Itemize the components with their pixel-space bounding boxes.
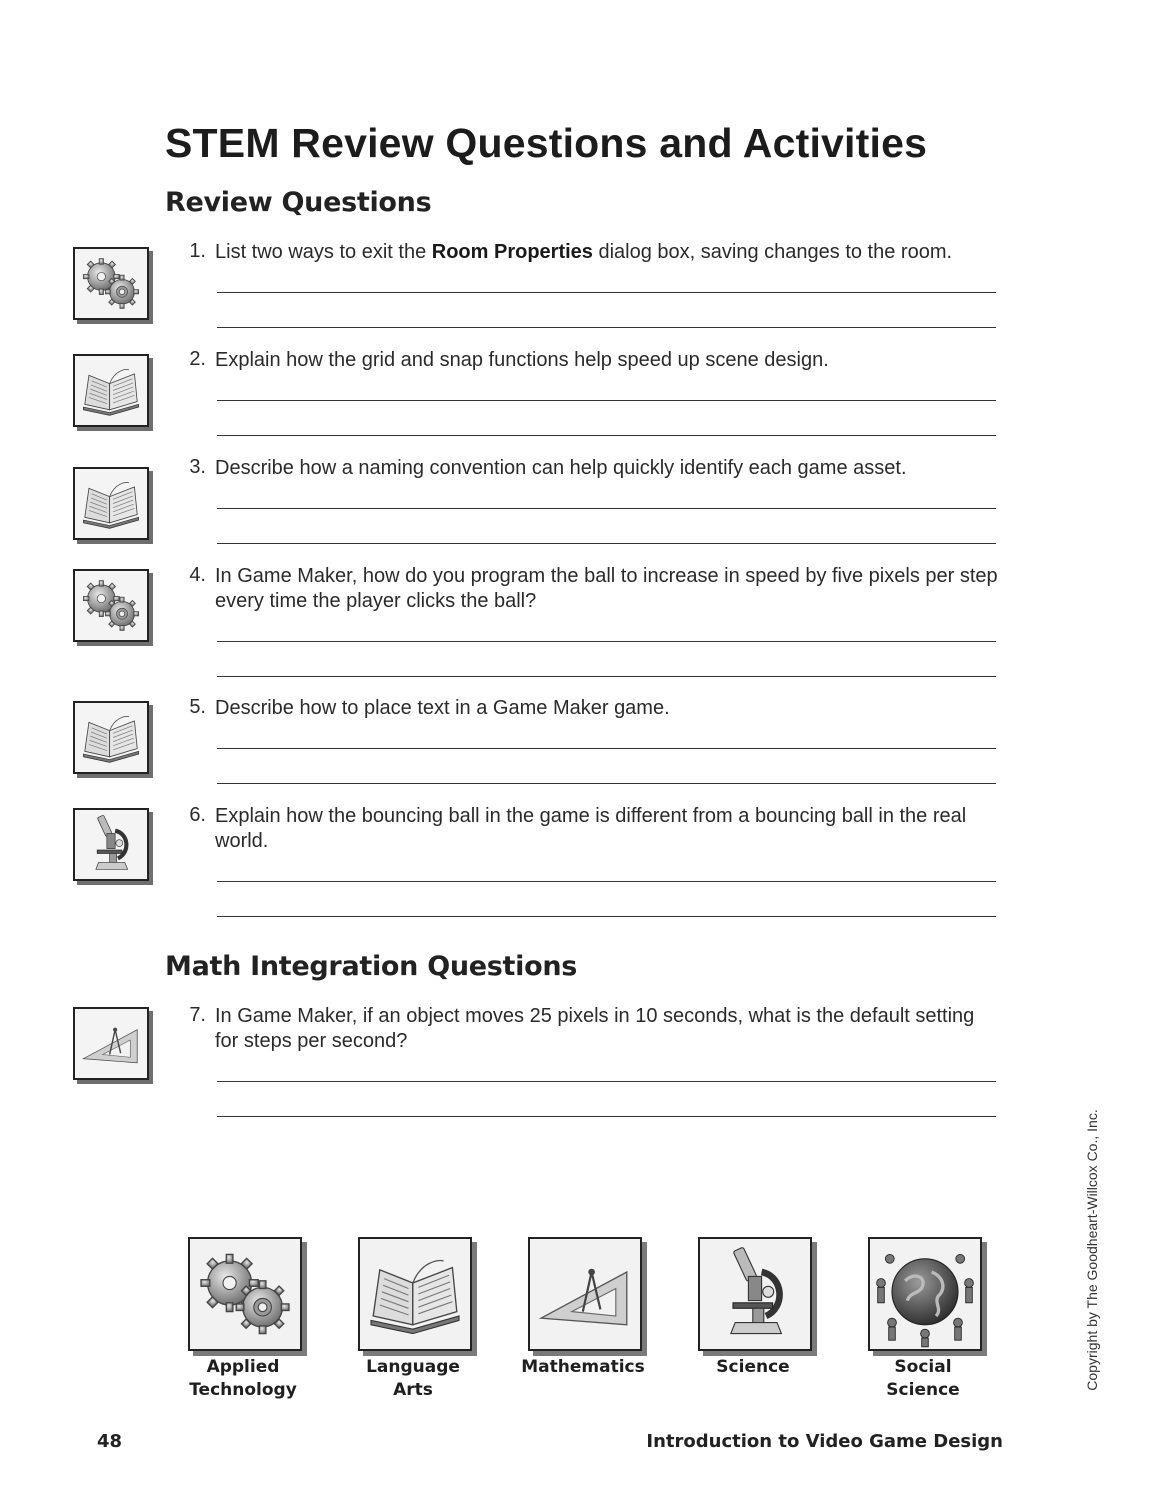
legend-applied-technology-icon (188, 1237, 302, 1351)
answer-line[interactable] (217, 676, 996, 677)
question-number: 4. (189, 564, 206, 586)
room-properties-term: Room Properties (431, 241, 593, 263)
legend-social-science-icon (868, 1237, 982, 1351)
answer-line[interactable] (217, 641, 996, 642)
language-arts-icon (73, 354, 149, 427)
answer-line[interactable] (217, 783, 996, 784)
page-title: STEM Review Questions and Activities (165, 120, 928, 166)
answer-line[interactable] (217, 1081, 996, 1082)
answer-line[interactable] (217, 916, 996, 917)
legend-label-science: Science (716, 1357, 790, 1377)
question-number: 7. (189, 1004, 206, 1026)
language-arts-icon (73, 467, 149, 540)
question-text: Explain how the grid and snap functions help speed up scene design. (215, 349, 829, 371)
question-text: Describe how a naming convention can help quickly identify each game asset. (215, 457, 907, 479)
question-text: Describe how to place text in a Game Maker game. (215, 697, 670, 719)
book-title: Introduction to Video Game Design (646, 1431, 1003, 1452)
applied-technology-icon (73, 569, 149, 642)
question-number: 2. (189, 348, 206, 370)
question-number: 5. (189, 696, 206, 718)
page-number: 48 (97, 1431, 123, 1452)
legend-label-language-arts: Language Arts (366, 1357, 460, 1400)
math-integration-heading: Math Integration Questions (165, 951, 578, 982)
mathematics-icon (73, 1007, 149, 1080)
answer-line[interactable] (217, 435, 996, 436)
answer-line[interactable] (217, 881, 996, 882)
science-icon (73, 808, 149, 881)
legend-science-icon (698, 1237, 812, 1351)
question-text: List two ways to exit the Room Properties dialog box, saving changes to the room. (215, 241, 953, 263)
answer-line[interactable] (217, 1116, 996, 1117)
answer-line[interactable] (217, 543, 996, 544)
applied-technology-icon (73, 247, 149, 320)
legend-label-applied-technology: Applied Technology (189, 1357, 297, 1400)
question-text: In Game Maker, how do you program the ball to increase in speed by five pixels per step every time the player clicks the ball? (215, 565, 998, 612)
legend-mathematics-icon (528, 1237, 642, 1351)
review-questions-heading: Review Questions (165, 187, 432, 218)
question-number: 1. (189, 240, 206, 262)
answer-line[interactable] (217, 748, 996, 749)
question-text: Explain how the bouncing ball in the game is different from a bouncing ball in the real world. (215, 805, 967, 852)
answer-line[interactable] (217, 292, 996, 293)
question-number: 6. (189, 804, 206, 826)
legend-label-social-science: Social Science (886, 1357, 960, 1400)
legend-language-arts-icon (358, 1237, 472, 1351)
question-number: 3. (189, 456, 206, 478)
question-text: In Game Maker, if an object moves 25 pixels in 10 seconds, what is the default setting for steps per second? (215, 1005, 975, 1052)
copyright-notice: Copyright by The Goodheart-Willcox Co., Inc. (1084, 1109, 1100, 1391)
answer-line[interactable] (217, 508, 996, 509)
language-arts-icon (73, 701, 149, 774)
answer-line[interactable] (217, 327, 996, 328)
legend-label-mathematics: Mathematics (521, 1357, 645, 1377)
answer-line[interactable] (217, 400, 996, 401)
